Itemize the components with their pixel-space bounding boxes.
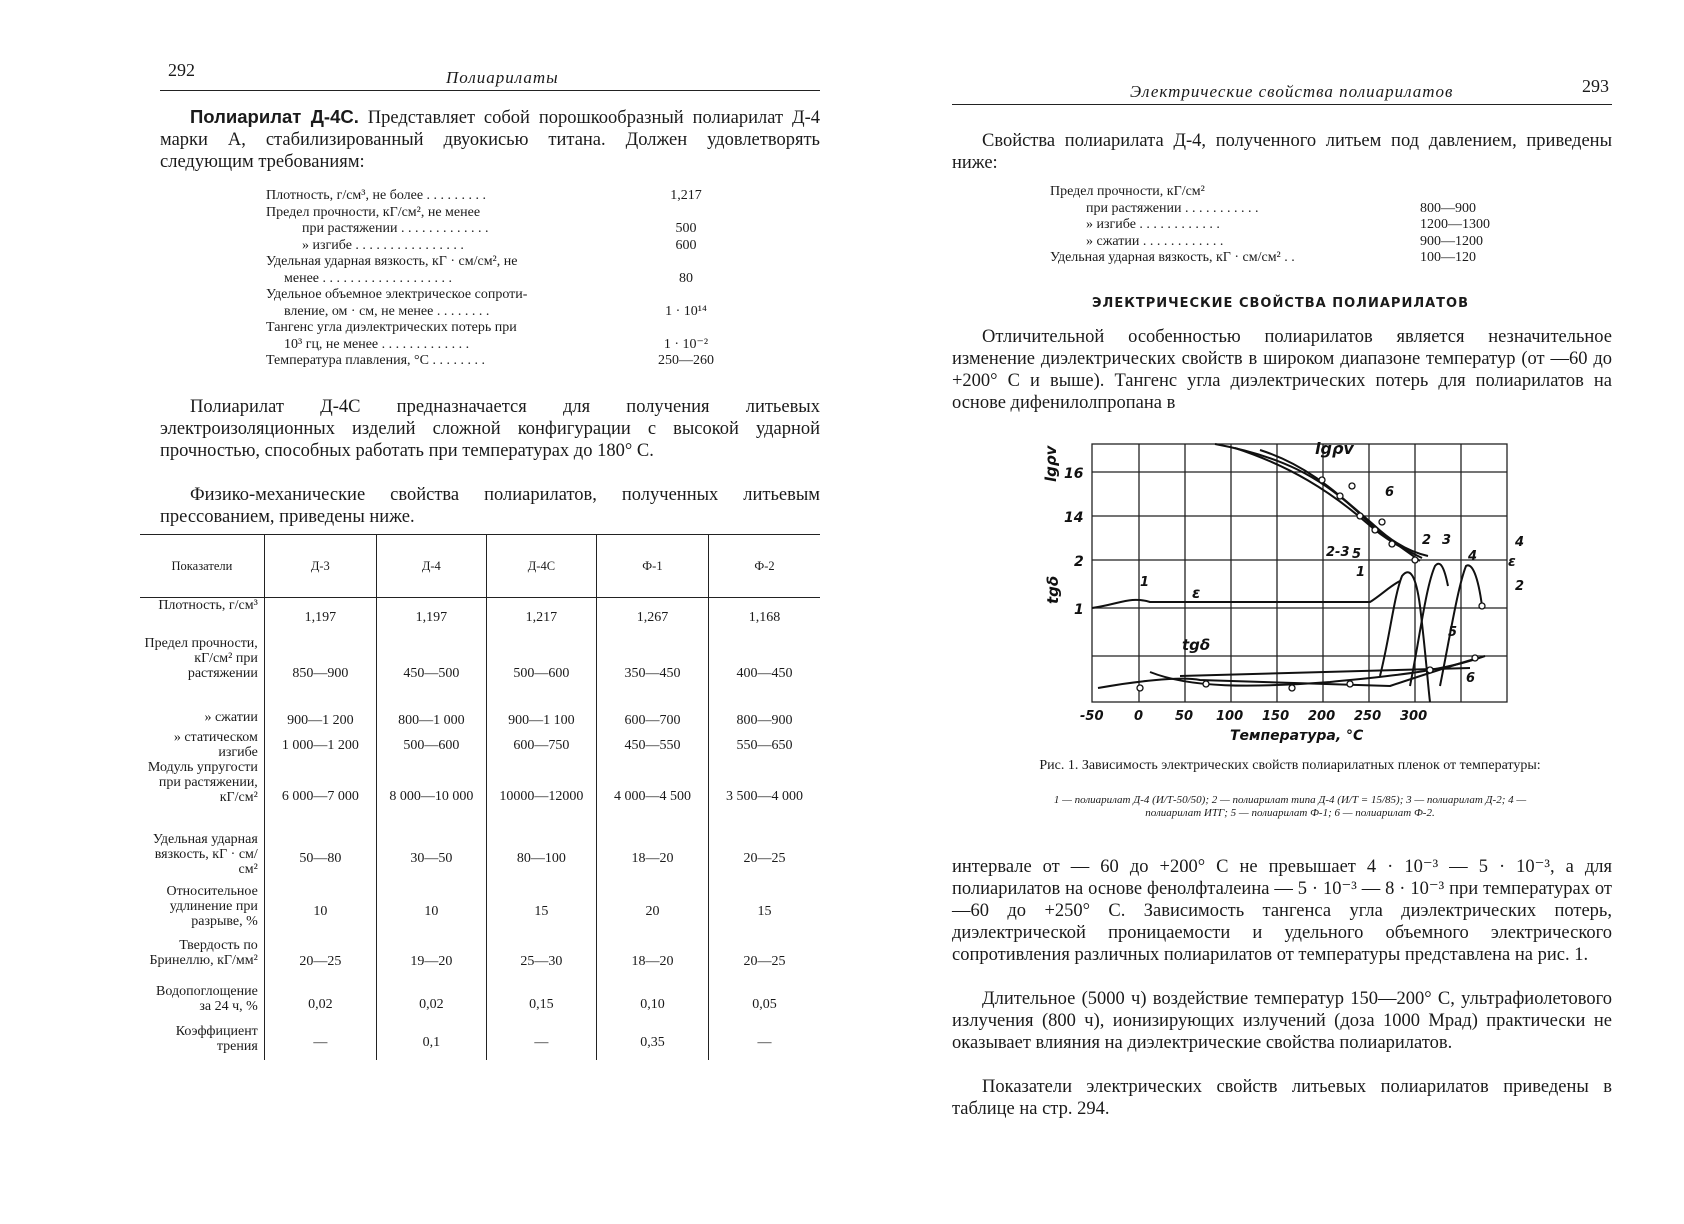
d4-property-row [1050, 217, 1530, 234]
table-cell: 15 [486, 884, 596, 938]
table-cell: 10000—12000 [486, 760, 596, 832]
ytick-14: 14 [1064, 510, 1084, 526]
table-row [140, 598, 820, 637]
curve-num-5b: 5 [1352, 547, 1362, 562]
table-cell: 25—30 [486, 938, 596, 984]
table-cell: — [708, 1024, 820, 1060]
xtick-50: 50 [1175, 709, 1194, 724]
table-cell: 20—25 [264, 938, 376, 984]
running-title-right: Электрические свойства полиарилатов [1130, 82, 1454, 101]
table-cell: 1,217 [486, 598, 596, 637]
table-cell: 80—100 [486, 832, 596, 884]
requirement-row [266, 320, 736, 337]
table-row-label: Водопоглощение за 24 ч, % [156, 984, 258, 1014]
table-cell: 800—900 [708, 710, 820, 730]
xtick-0: 0 [1134, 709, 1144, 724]
table-row [140, 1024, 820, 1060]
table-cell: 900—1 200 [264, 710, 376, 730]
table-cell: 0,02 [264, 984, 376, 1024]
table-cell: 600—700 [596, 710, 708, 730]
requirement-row [266, 188, 736, 205]
requirement-row [266, 271, 736, 288]
table-header-indicator: Показатели [140, 535, 264, 598]
table-cell: 20—25 [708, 832, 820, 884]
table-cell: 500—600 [376, 730, 486, 760]
right-tick-4: 4 [1515, 535, 1525, 550]
d4-property-row [1050, 184, 1530, 201]
table-cell: — [264, 1024, 376, 1060]
table-cell: 18—20 [596, 938, 708, 984]
table-cell: 3 500—4 000 [708, 760, 820, 832]
table-header-material: Д-3 [264, 535, 376, 598]
requirement-row [266, 287, 736, 304]
requirement-label: Плотность, г/см³, не более . . . . . . . . . [266, 188, 487, 203]
requirement-row [266, 221, 736, 238]
d4-property-value: 1200—1300 [1420, 217, 1490, 232]
d4-property-value: 900—1200 [1420, 233, 1483, 249]
requirement-value: 250—260 [658, 353, 714, 368]
table-cell: 500—600 [486, 636, 596, 710]
requirement-label: вление, ом · см, не менее . . . . . . . . [284, 303, 490, 319]
ytick-1: 1 [1074, 602, 1084, 618]
table-cell: 450—550 [596, 730, 708, 760]
requirement-label: Тангенс угла диэлектрических потерь при [266, 320, 517, 335]
table-cell: 30—50 [376, 832, 486, 884]
d4-properties-list [1050, 184, 1530, 267]
table-row-label: Коэффициент трения [175, 1024, 258, 1054]
table-cell: 15 [708, 884, 820, 938]
table-cell: 1,197 [264, 598, 376, 637]
table-header-material: Д-4С [486, 535, 596, 598]
curve-num-1: 1 [1140, 575, 1150, 590]
right-intro [952, 130, 1612, 174]
curve-label-tgdelta: tgδ [1182, 636, 1211, 654]
table-cell: 20—25 [708, 938, 820, 984]
curve-num-2-3: 2-3 [1326, 545, 1350, 560]
xtick-100: 100 [1216, 709, 1244, 724]
requirement-value: 1 · 10¹⁴ [665, 303, 707, 319]
intro-text: Представляет собой порошкообразный полиарилат Д-4 марки А, стабилизированный двуокисью титана. Должен удовлетворять следующим требованиям: [160, 108, 820, 172]
table-cell: 600—750 [486, 730, 596, 760]
requirement-label: менее . . . . . . . . . . . . . . . . . . . [284, 270, 452, 286]
epsilon-curve [1092, 581, 1400, 608]
requirements-list [266, 188, 736, 370]
table-row-label: Относительное удлинение при разрыве, % [166, 884, 258, 929]
figure-legend: 1 — полиарилат Д-4 (И/Т-50/50); 2 — полиарилат типа Д-4 (И/Т = 15/85); 3 — полиарилат Д-2; 4 — полиарилат ИТГ; 5 — полиарилат Ф-1; 6 — полиарилат Ф-2. [1053, 794, 1527, 819]
table-cell: 50—80 [264, 832, 376, 884]
xtick-200: 200 [1308, 709, 1336, 724]
table-cell: 0,05 [708, 984, 820, 1024]
requirement-row [266, 304, 736, 321]
figure-markers [1137, 477, 1485, 691]
ytick-2: 2 [1074, 554, 1084, 570]
requirement-row [266, 205, 736, 222]
electric-text-2: интервале от — 60 до +200° С не превышает 4 · 10⁻³ — 5 · 10⁻³, а для полиарилатов на основе фенолфталеина — 5 · 10⁻³ — 8 · 10⁻³ при температурах от —60 до +250° С. Зависимость тангенса угла диэлектрических потерь, диэлектрической проницаемости и удельного объемного электрического сопротивления различных полиарилатов от температуры представлена на рис. 1. [952, 857, 1612, 965]
table-row-label: Удельная ударная вязкость, кГ · см/см² [152, 832, 258, 877]
header-rule-right [952, 104, 1612, 105]
requirement-value: 1,217 [670, 188, 702, 203]
requirement-label: 10³ гц, не менее . . . . . . . . . . . . . [284, 336, 470, 352]
table-cell: 8 000—10 000 [376, 760, 486, 832]
table-cell: 1 000—1 200 [264, 730, 376, 760]
xtick-minus50: -50 [1080, 709, 1104, 724]
running-title-left: Полиарилаты [446, 68, 559, 87]
table-row-label: » сжатии [204, 710, 258, 725]
requirement-row [266, 254, 736, 271]
properties-table [140, 534, 820, 1060]
d4-property-label: при растяжении . . . . . . . . . . . [1086, 200, 1259, 216]
axis-label-epsilon: ε [1508, 554, 1516, 570]
requirement-label: » изгибе . . . . . . . . . . . . . . . . [302, 237, 464, 253]
requirement-label: Предел прочности, кГ/см², не менее [266, 204, 481, 220]
lgrho-curve-c [1260, 450, 1428, 556]
table-cell: 19—20 [376, 938, 486, 984]
d4-property-row [1050, 250, 1530, 267]
table-cell: 18—20 [596, 832, 708, 884]
table-cell: 0,1 [376, 1024, 486, 1060]
d4-property-row [1050, 234, 1530, 251]
electric-text-1: Отличительной особенностью полиарилатов является незначительное изменение диэлектрических свойств в широком диапазоне температур (от —60 до +200° С и выше). Тангенс угла диэлектрических потерь для полиарилатов на основе дифенилолпропана в [952, 327, 1612, 413]
axis-label-tgdelta: tgδ [1044, 575, 1062, 604]
peak-curve-1 [1380, 572, 1430, 702]
paragraph-physmech [160, 484, 820, 528]
table-cell: 1,197 [376, 598, 486, 637]
table-row-label: » статическом изгибе [173, 730, 258, 760]
physmech-text: Физико-механические свойства полиарилатов, полученных литьевым прессованием, приведены ниже. [160, 485, 820, 527]
right-tick-2: 2 [1515, 579, 1525, 594]
table-row-label: Модуль упругости при растяжении, кГ/см² [147, 760, 258, 805]
intro-bold: Полиарилат Д-4С. [190, 106, 359, 127]
table-cell: 900—1 100 [486, 710, 596, 730]
table-cell: — [486, 1024, 596, 1060]
d4-property-label: » сжатии . . . . . . . . . . . . [1086, 233, 1224, 249]
requirement-label: при растяжении . . . . . . . . . . . . . [302, 221, 489, 236]
table-cell: 1,267 [596, 598, 708, 637]
table-cell: 10 [376, 884, 486, 938]
xtick-300: 300 [1400, 709, 1428, 724]
table-cell: 0,02 [376, 984, 486, 1024]
x-axis-label: Температура, °С [1230, 728, 1364, 744]
table-cell: 450—500 [376, 636, 486, 710]
table-row [140, 730, 820, 760]
electric-paragraph-4 [952, 1076, 1612, 1120]
requirement-label: Удельная ударная вязкость, кГ · см/см², не [266, 254, 518, 269]
curve-num-4: 4 [1468, 549, 1478, 564]
d4-property-label: » изгибе . . . . . . . . . . . . [1086, 217, 1220, 232]
curve-num-3: 3 [1442, 533, 1452, 548]
table-row [140, 636, 820, 710]
table-cell: 6 000—7 000 [264, 760, 376, 832]
table-cell: 350—450 [596, 636, 708, 710]
page-number-left: 292 [168, 60, 195, 80]
curve-num-6b: 6 [1466, 671, 1476, 686]
requirement-row [266, 238, 736, 255]
curve-num-6: 6 [1385, 485, 1395, 500]
table-row-label: Предел прочности, кГ/см² при растяжении [144, 636, 258, 681]
requirement-row [266, 353, 736, 370]
curve-label-epsilon: ε [1192, 584, 1201, 602]
page-number-right: 293 [1582, 76, 1609, 96]
table-header-material: Д-4 [376, 535, 486, 598]
table-header-material: Ф-2 [708, 535, 820, 598]
table-row-label: Твердость по Бринеллю, кГ/мм² [149, 938, 258, 968]
table-cell: 850—900 [264, 636, 376, 710]
electric-paragraph-1 [952, 326, 1612, 414]
requirement-label: Удельное объемное электрическое сопроти- [266, 287, 528, 302]
d4-property-label: Предел прочности, кГ/см² [1050, 184, 1205, 199]
d4-property-value: 800—900 [1420, 200, 1476, 216]
curve-num-2: 2 [1422, 533, 1432, 548]
table-cell: 800—1 000 [376, 710, 486, 730]
purpose-text: Полиарилат Д-4С предназначается для получения литьевых электроизоляционных изделий сложной конфигурации с высокой ударной прочностью, способных работать при температурах до 180° С. [160, 397, 820, 461]
requirement-label: Температура плавления, °С . . . . . . . . [266, 353, 485, 368]
figure-caption: Рис. 1. Зависимость электрических свойств полиарилатных пленок от температуры: [1039, 758, 1541, 773]
xtick-250: 250 [1354, 709, 1382, 724]
table-row [140, 710, 820, 730]
requirement-row [266, 337, 736, 354]
table-cell: 10 [264, 884, 376, 938]
curve-num-5: 5 [1448, 625, 1458, 640]
section-heading: ЭЛЕКТРИЧЕСКИЕ СВОЙСТВА ПОЛИАРИЛАТОВ [1092, 296, 1470, 311]
table-cell: 20 [596, 884, 708, 938]
electric-paragraph-3 [952, 988, 1612, 1054]
table-header-material: Ф-1 [596, 535, 708, 598]
table-row [140, 884, 820, 938]
table-row [140, 984, 820, 1024]
figure-electric-properties [1030, 436, 1525, 746]
curve-num-1b: 1 [1356, 565, 1366, 580]
electric-paragraph-2 [952, 856, 1612, 966]
d4-property-value: 100—120 [1420, 250, 1476, 265]
curve-label-lgrho: lgρv [1315, 439, 1354, 458]
table-row [140, 832, 820, 884]
table-cell: 1,168 [708, 598, 820, 637]
requirement-value: 500 [675, 221, 697, 236]
electric-text-4: Показатели электрических свойств литьевых полиарилатов приведены в таблице на стр. 294. [952, 1077, 1612, 1119]
table-row [140, 938, 820, 984]
table-cell: 0,15 [486, 984, 596, 1024]
requirement-value: 80 [679, 270, 693, 286]
axis-label-lgrho: lgρv [1042, 445, 1060, 482]
table-cell: 400—450 [708, 636, 820, 710]
table-cell: 4 000—4 500 [596, 760, 708, 832]
figure-curves [1092, 444, 1485, 702]
table-cell: 0,35 [596, 1024, 708, 1060]
d4-property-label: Удельная ударная вязкость, кГ · см/см² . . [1050, 250, 1295, 265]
table-cell: 0,10 [596, 984, 708, 1024]
intro-paragraph [160, 106, 820, 173]
header-rule-left [160, 90, 820, 91]
right-intro-text: Свойства полиарилата Д-4, полученного литьем под давлением, приведены ниже: [952, 131, 1612, 173]
paragraph-purpose [160, 396, 820, 462]
table-cell: 550—650 [708, 730, 820, 760]
ytick-16: 16 [1064, 466, 1084, 482]
xtick-150: 150 [1262, 709, 1290, 724]
table-row-label: Плотность, г/см³ [158, 598, 258, 613]
table-row [140, 760, 820, 832]
d4-property-row [1050, 201, 1530, 218]
electric-text-3: Длительное (5000 ч) воздействие температур 150—200° С, ультрафиолетового излучения (800 ч), ионизирующих излучений (доза 1000 Мрад) практически не оказывает влияния на диэлектрические свойства полиарилатов. [952, 989, 1612, 1053]
requirement-value: 1 · 10⁻² [663, 336, 709, 352]
requirement-value: 600 [675, 237, 697, 253]
